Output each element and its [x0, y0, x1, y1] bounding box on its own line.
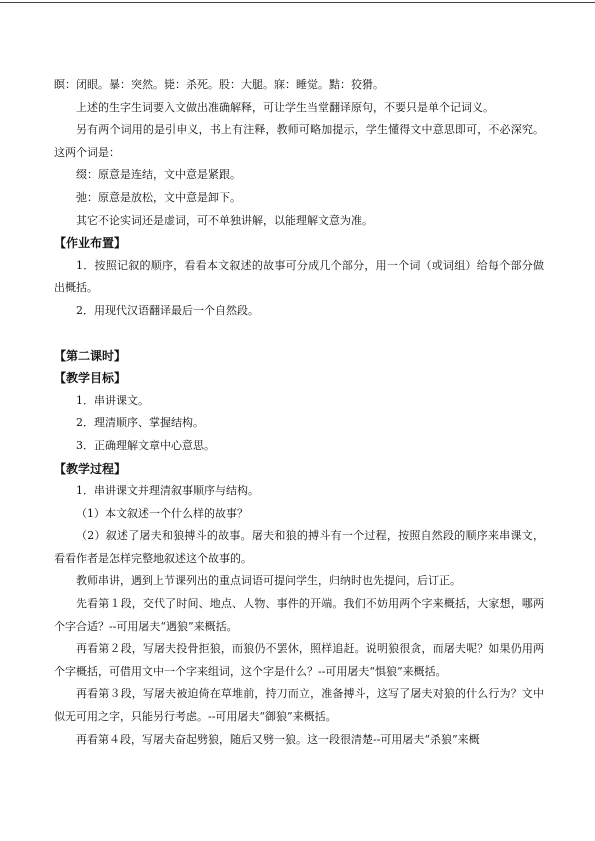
header-rule	[0, 2, 595, 3]
process-paragraph: 教师串讲，遇到上节课列出的重点词语可提问学生，归纳时也先提问，后订正。	[76, 574, 461, 588]
process-paragraph: （2）叙述了屠夫和狼搏斗的故事。屠夫和狼的搏斗有一个过程，按照自然段的顺序来串课文，看看作者是怎样完整地叙述这个故事的。	[54, 529, 544, 565]
section-heading-lesson2: 【第二课时】	[54, 348, 127, 363]
goal-item: 2．理清顺序、掌握结构。	[76, 416, 204, 430]
section-heading-homework: 【作业布置】	[54, 236, 127, 251]
process-paragraph: 再看第２段，写屠夫投骨拒狼，而狼仍不罢休，照样追赶。说明狼很贪，而屠夫呢？如果仍用两个字概括，可借用文中一个字来组词，这个字是什么？--可用屠夫“惧狼”来概括。	[54, 642, 544, 678]
document-body	[54, 74, 544, 751]
body-paragraph: 其它不论实词还是虚词，可不单独讲解，以能理解文意为准。	[76, 213, 373, 227]
process-paragraph: 再看第３段，写屠夫被迫倚在草堆前，持刀而立，准备搏斗，这写了屠夫对狼的什么行为？文中似无可用之字，只能另行考虑。--可用屠夫“御狼”来概括。	[54, 687, 544, 724]
goal-item: 3．正确理解文章中心意思。	[76, 438, 215, 452]
spacer	[54, 323, 544, 345]
process-paragraph: 再看第４段，写屠夫奋起劈狼，随后又劈一狼。这一段很清楚--可用屠夫“杀狼”来概	[76, 732, 480, 746]
body-paragraph: 缀：原意是连结，文中意是紧跟。	[76, 168, 241, 182]
process-paragraph: 1．串讲课文并理清叙事顺序与结构。	[76, 484, 259, 498]
section-heading-goals: 【教学目标】	[54, 371, 127, 386]
process-paragraph: （1）本文叙述一个什么样的故事？	[76, 506, 248, 520]
homework-item: 2．用现代汉语翻译最后一个自然段。	[76, 303, 259, 317]
section-heading-process: 【教学过程】	[54, 461, 127, 476]
body-paragraph: 另有两个词用的是引申义，书上有注释，教师可略加提示，学生懂得文中意思即可，不必深究。这两个词是：	[54, 123, 544, 159]
body-paragraph: 上述的生字生词要入文做出准确解释，可让学生当堂翻译原句，不要只是单个记词义。	[76, 100, 494, 114]
goal-item: 1．串讲课文。	[76, 393, 149, 407]
vocab-paragraph: 瞑：闭眼。暴：突然。毙：杀死。股：大腿。寐：睡觉。黠：狡猾。	[54, 78, 384, 91]
body-paragraph: 弛：原意是放松，文中意是卸下。	[76, 190, 241, 204]
homework-item: 1．按照记叙的顺序，看看本文叙述的故事可分成几个部分，用一个词（或词组）给每个部分做出概括。	[54, 258, 544, 295]
process-paragraph: 先看第１段，交代了时间、地点、人物、事件的开端。我们不妨用两个字来概括，大家想，哪两个字合适？--可用屠夫“遇狼”来概括。	[54, 597, 544, 633]
